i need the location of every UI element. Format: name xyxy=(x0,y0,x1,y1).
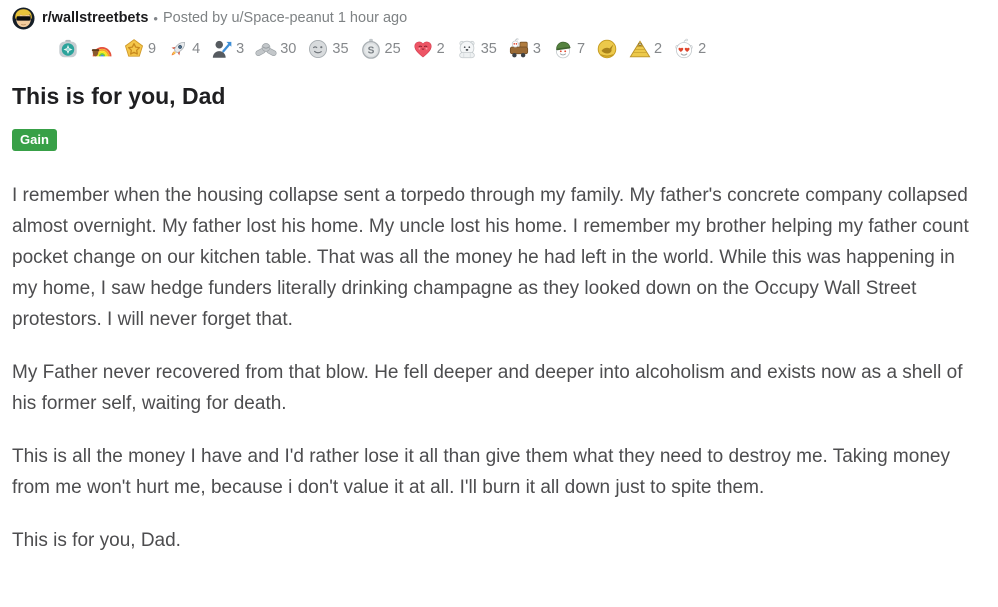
award-count: 4 xyxy=(192,41,201,57)
meta-separator: • xyxy=(153,10,158,26)
award-wink-face[interactable] xyxy=(307,38,348,60)
award-count: 9 xyxy=(148,41,157,57)
handshake-award-icon xyxy=(255,38,277,60)
wholesome-heart-award-icon xyxy=(412,38,434,60)
awards-row xyxy=(57,37,985,61)
award-helmet-snoo[interactable] xyxy=(552,38,585,60)
award-gold-narwhal[interactable] xyxy=(596,38,618,60)
helmet-snoo-award-icon xyxy=(552,38,574,60)
award-count: 2 xyxy=(654,41,663,57)
rainbow-pot-of-gold-award-icon xyxy=(90,38,112,60)
award-pyramid-eye[interactable] xyxy=(629,38,662,60)
polar-bear-award-icon xyxy=(456,38,478,60)
pyramid-eye-award-icon xyxy=(629,38,651,60)
award-count: 35 xyxy=(480,41,497,57)
body-paragraph: This is for you, Dad. xyxy=(12,530,181,551)
post-header xyxy=(12,6,985,30)
post-body xyxy=(12,180,985,556)
award-rainbow-pot[interactable] xyxy=(90,38,112,60)
svg-text:S: S xyxy=(367,45,374,57)
author-link[interactable]: u/Space-peanut xyxy=(231,10,334,26)
award-gold-star-badge[interactable] xyxy=(123,38,156,60)
award-count: 7 xyxy=(576,41,586,57)
silver-medal-award-icon xyxy=(57,38,79,60)
wsb-mascot-avatar-icon xyxy=(12,7,35,30)
award-snoo-safari-train[interactable] xyxy=(508,38,541,60)
award-count: 30 xyxy=(280,41,297,57)
award-count: 2 xyxy=(698,41,707,57)
posted-by-label: Posted by xyxy=(162,10,228,26)
award-count: 3 xyxy=(236,41,245,57)
gold-star-badge-award-icon xyxy=(123,38,145,60)
body-paragraph: I remember when the housing collapse sent a torpedo through my family. My father's concrete company collapsed almost overnight. My father lost his home. My uncle lost his home. I remember my brother helping my father count pocket change on our kitchen table. That was all the money he had left in the world. While this was happening in my home, I saw hedge funders literally drinking champagne as they looked down on the Occupy Wall Street protestors. I will never forget that. xyxy=(12,185,969,330)
award-heart-eyes-snoo[interactable] xyxy=(673,38,706,60)
rocket-award-icon xyxy=(167,38,189,60)
flair-badge[interactable]: Gain xyxy=(12,129,57,151)
post-title: This is for you, Dad xyxy=(12,83,226,109)
award-wholesome-heart[interactable] xyxy=(412,38,445,60)
body-paragraph: This is all the money I have and I'd rather lose it all than give them what they need to destroy me. Taking money from me won't hurt me, because i don't value it at all. I'll burn it all down just to spite them. xyxy=(12,446,950,498)
award-count: 25 xyxy=(384,41,401,57)
subreddit-link[interactable]: r/wallstreetbets xyxy=(42,10,149,26)
award-rocket[interactable] xyxy=(167,38,200,60)
gold-narwhal-award-icon xyxy=(596,38,618,60)
award-count: 3 xyxy=(532,41,541,57)
buy-up-arrow-award-icon xyxy=(211,38,233,60)
award-handshake[interactable] xyxy=(255,38,296,60)
award-polar-bear[interactable] xyxy=(456,38,497,60)
award-count: 2 xyxy=(436,41,445,57)
heart-eyes-snoo-award-icon xyxy=(673,38,695,60)
wink-face-award-icon xyxy=(307,38,329,60)
award-silver-medal[interactable] xyxy=(57,38,79,60)
post-timestamp: 1 hour ago xyxy=(337,10,408,26)
subreddit-avatar[interactable] xyxy=(12,7,35,30)
award-buy-up-arrow[interactable] xyxy=(211,38,244,60)
body-paragraph: My Father never recovered from that blow. He fell deeper and deeper into alcoholism and exists now as a shell of his former self, waiting for death. xyxy=(12,362,963,414)
silver-coin-award-icon xyxy=(360,38,382,60)
award-silver-coin[interactable] xyxy=(360,38,401,60)
award-count: 35 xyxy=(332,41,349,57)
snoo-safari-train-award-icon xyxy=(508,38,530,60)
